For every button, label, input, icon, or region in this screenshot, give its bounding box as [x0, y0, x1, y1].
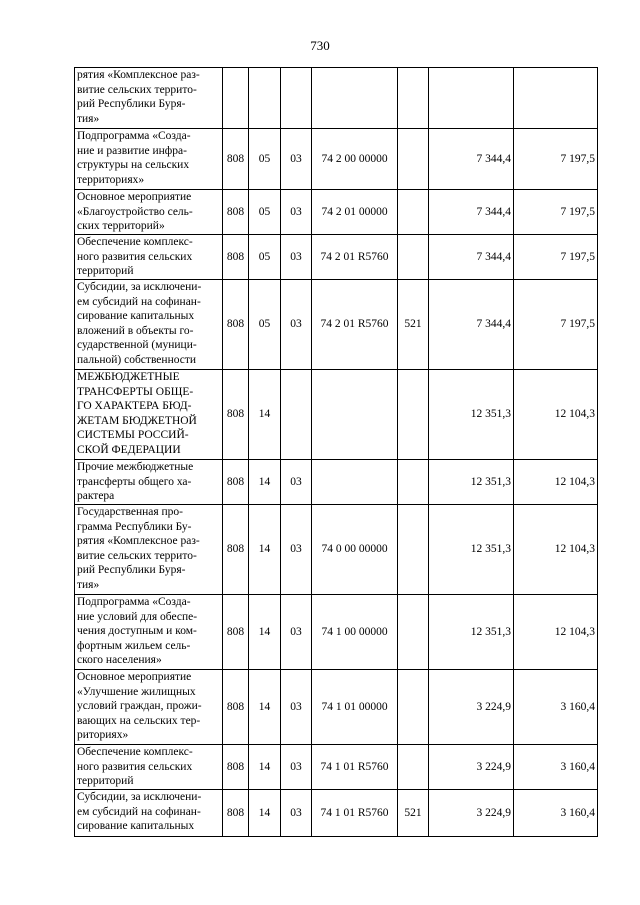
sum-year-1: 12 351,3	[429, 505, 514, 595]
sum-year-1: 7 344,4	[429, 129, 514, 190]
table-body	[75, 68, 598, 837]
sum-year-1: 7 344,4	[429, 280, 514, 370]
section-code: 05	[249, 190, 281, 235]
table-row	[75, 460, 598, 505]
subsection-code	[281, 68, 312, 129]
table-row	[75, 129, 598, 190]
expense-type-code	[398, 235, 429, 280]
sum-year-1	[429, 68, 514, 129]
target-article-code: 74 2 01 00000	[312, 190, 398, 235]
row-name: МЕЖБЮДЖЕТНЫЕ ТРАНСФЕРТЫ ОБЩЕ- ГО ХАРАКТЕРА БЮД- ЖЕТАМ БЮДЖЕТНОЙ СИСТЕМЫ РОССИЙ- СКОЙ ФЕДЕРАЦИИ	[75, 370, 223, 460]
target-article-code: 74 2 01 R5760	[312, 280, 398, 370]
row-name: Обеспечение комплекс- ного развития сельских территорий	[75, 745, 223, 790]
subsection-code: 03	[281, 505, 312, 595]
table-row	[75, 505, 598, 595]
sum-year-2: 3 160,4	[514, 670, 598, 745]
row-name: Прочие межбюджетные трансферты общего ха- рактера	[75, 460, 223, 505]
subsection-code: 03	[281, 595, 312, 670]
ministry-code: 808	[223, 745, 249, 790]
expense-type-code: 521	[398, 280, 429, 370]
budget-table	[74, 67, 598, 837]
sum-year-2: 7 197,5	[514, 235, 598, 280]
ministry-code: 808	[223, 190, 249, 235]
target-article-code	[312, 460, 398, 505]
section-code: 14	[249, 790, 281, 837]
target-article-code	[312, 370, 398, 460]
section-code: 14	[249, 670, 281, 745]
target-article-code: 74 1 00 00000	[312, 595, 398, 670]
sum-year-2: 12 104,3	[514, 460, 598, 505]
sum-year-1: 12 351,3	[429, 595, 514, 670]
sum-year-2: 3 160,4	[514, 790, 598, 837]
ministry-code: 808	[223, 235, 249, 280]
subsection-code: 03	[281, 460, 312, 505]
sum-year-1: 3 224,9	[429, 670, 514, 745]
ministry-code	[223, 68, 249, 129]
sum-year-1: 12 351,3	[429, 370, 514, 460]
table-row	[75, 280, 598, 370]
table-row	[75, 235, 598, 280]
section-code: 05	[249, 280, 281, 370]
row-name: Обеспечение комплекс- ного развития сельских территорий	[75, 235, 223, 280]
subsection-code: 03	[281, 280, 312, 370]
table-row	[75, 68, 598, 129]
ministry-code: 808	[223, 280, 249, 370]
subsection-code	[281, 370, 312, 460]
section-code: 14	[249, 745, 281, 790]
expense-type-code	[398, 505, 429, 595]
table-row	[75, 190, 598, 235]
row-name: Подпрограмма «Созда- ние условий для обеспе- чения доступным и ком- фортным жильем сель- ского населения»	[75, 595, 223, 670]
target-article-code: 74 2 01 R5760	[312, 235, 398, 280]
section-code: 14	[249, 460, 281, 505]
table-row	[75, 595, 598, 670]
page-number: 730	[310, 38, 330, 53]
expense-type-code	[398, 370, 429, 460]
target-article-code	[312, 68, 398, 129]
target-article-code: 74 0 00 00000	[312, 505, 398, 595]
sum-year-2	[514, 68, 598, 129]
expense-type-code: 521	[398, 790, 429, 837]
target-article-code: 74 1 01 R5760	[312, 745, 398, 790]
section-code	[249, 68, 281, 129]
section-code: 14	[249, 595, 281, 670]
section-code: 05	[249, 129, 281, 190]
target-article-code: 74 1 01 R5760	[312, 790, 398, 837]
subsection-code: 03	[281, 745, 312, 790]
ministry-code: 808	[223, 505, 249, 595]
subsection-code: 03	[281, 235, 312, 280]
table-row	[75, 790, 598, 837]
section-code: 14	[249, 505, 281, 595]
expense-type-code	[398, 190, 429, 235]
expense-type-code	[398, 460, 429, 505]
expense-type-code	[398, 129, 429, 190]
ministry-code: 808	[223, 370, 249, 460]
expense-type-code	[398, 745, 429, 790]
sum-year-2: 7 197,5	[514, 280, 598, 370]
ministry-code: 808	[223, 670, 249, 745]
table-row	[75, 370, 598, 460]
row-name: Субсидии, за исключени- ем субсидий на софинан- сирование капитальных	[75, 790, 223, 837]
subsection-code: 03	[281, 790, 312, 837]
row-name: Субсидии, за исключени- ем субсидий на софинан- сирование капитальных вложений в объекты го- сударственной (муници- пальной) собственности	[75, 280, 223, 370]
sum-year-1: 12 351,3	[429, 460, 514, 505]
sum-year-2: 7 197,5	[514, 190, 598, 235]
row-name: рятия «Комплексное раз- витие сельских террито- рий Республики Буря- тия»	[75, 68, 223, 129]
sum-year-2: 7 197,5	[514, 129, 598, 190]
target-article-code: 74 1 01 00000	[312, 670, 398, 745]
row-name: Основное мероприятие «Благоустройство сель- ских территорий»	[75, 190, 223, 235]
ministry-code: 808	[223, 595, 249, 670]
expense-type-code	[398, 595, 429, 670]
table-row	[75, 670, 598, 745]
subsection-code: 03	[281, 129, 312, 190]
row-name: Основное мероприятие «Улучшение жилищных условий граждан, прожи- вающих на сельских тер- риториях»	[75, 670, 223, 745]
sum-year-1: 7 344,4	[429, 235, 514, 280]
section-code: 14	[249, 370, 281, 460]
ministry-code: 808	[223, 460, 249, 505]
sum-year-2: 3 160,4	[514, 745, 598, 790]
subsection-code: 03	[281, 190, 312, 235]
expense-type-code	[398, 670, 429, 745]
sum-year-2: 12 104,3	[514, 370, 598, 460]
section-code: 05	[249, 235, 281, 280]
expense-type-code	[398, 68, 429, 129]
ministry-code: 808	[223, 129, 249, 190]
sum-year-2: 12 104,3	[514, 505, 598, 595]
sum-year-1: 7 344,4	[429, 190, 514, 235]
row-name: Государственная про- грамма Республики Бу- рятия «Комплексное раз- витие сельских террито- рий Республики Буря- тия»	[75, 505, 223, 595]
sum-year-1: 3 224,9	[429, 745, 514, 790]
table-row	[75, 745, 598, 790]
row-name: Подпрограмма «Созда- ние и развитие инфра- структуры на сельских территориях»	[75, 129, 223, 190]
sum-year-2: 12 104,3	[514, 595, 598, 670]
target-article-code: 74 2 00 00000	[312, 129, 398, 190]
subsection-code: 03	[281, 670, 312, 745]
sum-year-1: 3 224,9	[429, 790, 514, 837]
ministry-code: 808	[223, 790, 249, 837]
